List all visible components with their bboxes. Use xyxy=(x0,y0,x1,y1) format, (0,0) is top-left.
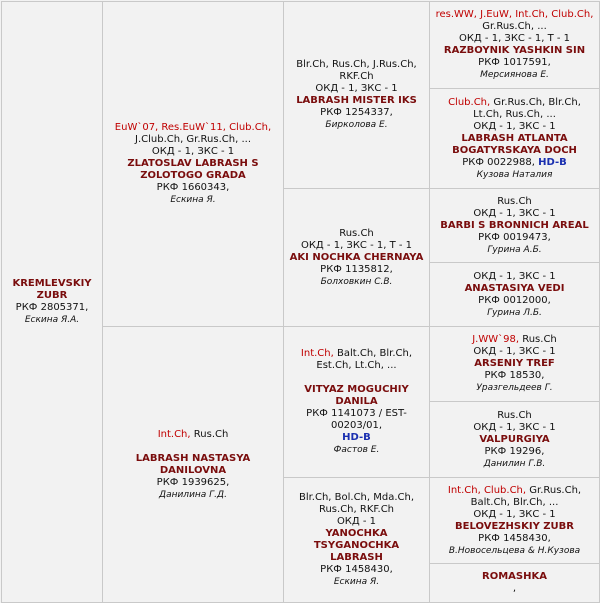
dog-name[interactable]: ARSENIY TREF xyxy=(474,358,555,369)
dog-titles: Balt.Ch, Blr.Ch, Est.Ch, Lt.Ch, ... xyxy=(316,348,413,371)
hd-badge: HD-B xyxy=(342,432,371,443)
dog-titles: Gr.Rus.Ch, ... xyxy=(482,21,547,32)
dog-g4-7 xyxy=(430,478,600,564)
dog-name[interactable]: BELOVEZHSKIY ZUBR xyxy=(455,520,574,532)
dog-titles-red: J.WW`98, xyxy=(472,334,520,345)
dog-reg: РКФ 1660343, xyxy=(156,182,230,193)
dog-stats: ОКД - 1, ЗКС - 1, Т - 1 xyxy=(300,239,413,251)
dog-reg: РКФ 1939625, xyxy=(156,476,230,488)
dog-owner: Ескина Я. xyxy=(170,195,216,205)
dog-g4-8 xyxy=(430,564,600,603)
dog-stats: ОКД - 1, ЗКС - 1 xyxy=(473,120,556,132)
dog-name[interactable]: YANOCHKA TSYGANOCHKA LABRASH xyxy=(313,528,400,563)
dog-name[interactable]: LABRASH NASTASYA DANILOVNA xyxy=(135,452,251,476)
dog-stats: ОКД - 1, ЗКС - 1 xyxy=(315,83,398,94)
dog-name[interactable]: AKI NOCHKA CHERNAYA xyxy=(289,251,424,263)
dog-reg: РКФ 1254337, xyxy=(320,107,393,118)
dog-owner: Гурина Л.Б. xyxy=(487,307,542,318)
dog-owner: Фастов Е. xyxy=(333,445,380,455)
dog-reg: РКФ 18530, xyxy=(484,370,545,381)
dog-titles-red: Int.Ch, xyxy=(157,428,191,440)
dog-titles: Rus.Ch xyxy=(497,195,532,207)
dog-titles-red: res.WW, J.EuW, Int.Ch, Club.Ch, xyxy=(435,9,594,20)
dog-titles: Blr.Ch, Rus.Ch, J.Rus.Ch, RKF.Ch xyxy=(296,59,417,82)
dog-reg: , xyxy=(512,583,517,594)
dog-owner: Мерсиянова Е. xyxy=(480,70,549,80)
dog-titles: Rus.Ch xyxy=(339,227,374,239)
dog-reg: РКФ 2805371, xyxy=(15,302,89,313)
dog-name[interactable]: LABRASH MISTER IKS xyxy=(296,95,417,106)
dog-name[interactable]: BARBI S BRONNICH AREAL xyxy=(440,219,589,231)
dog-g4-2 xyxy=(430,89,600,189)
dog-stats: ОКД - 1, ЗКС - 1 xyxy=(151,146,235,157)
dog-reg: РКФ 1458430, xyxy=(320,564,393,575)
dog-reg: РКФ 0012000, xyxy=(478,294,551,306)
dog-reg: РКФ 19296, xyxy=(484,445,545,457)
dog-owner: Болховкин С.В. xyxy=(320,276,393,287)
dog-name[interactable]: ANASTASIYA VEDI xyxy=(464,282,565,294)
dog-g4-6 xyxy=(430,402,600,478)
dog-titles-red: Int.Ch, xyxy=(300,348,334,359)
dog-name[interactable]: VALPURGIYA xyxy=(479,433,550,445)
dog-stats: ОКД - 1, ЗКС - 1 xyxy=(473,346,556,357)
dog-name[interactable]: RAZBOYNIK YASHKIN SIN xyxy=(443,45,586,56)
dog-owner: В.Новосельцева & Н.Кузова xyxy=(448,545,581,556)
dog-titles: Rus.Ch xyxy=(497,409,532,421)
dog-g3-4 xyxy=(284,478,430,603)
dog-titles: J.Club.Ch, Gr.Rus.Ch, ... xyxy=(135,134,251,145)
dog-g2-dam xyxy=(103,327,284,603)
dog-g3-3 xyxy=(284,327,430,478)
dog-g3-2 xyxy=(284,189,430,327)
dog-stats: ОКД - 1, ЗКС - 1 xyxy=(473,207,556,219)
dog-g4-4 xyxy=(430,263,600,327)
dog-name[interactable]: KREMLEVSKIY ZUBR xyxy=(12,278,92,301)
dog-name[interactable]: LABRASH ATLANTA BOGATYRSKAYA DOCH xyxy=(452,132,577,156)
dog-stats: ОКД - 1, ЗКС - 1 xyxy=(473,421,556,433)
dog-reg: РКФ 1017591, xyxy=(478,57,551,68)
dog-stats: ОКД - 1 xyxy=(336,516,377,527)
dog-g4-3 xyxy=(430,189,600,263)
dog-name[interactable]: VITYAZ MOGUCHIY DANILA xyxy=(304,384,409,407)
dog-name[interactable]: ROMASHKA xyxy=(482,571,547,582)
dog-titles-red: Int.Ch, Club.Ch, xyxy=(447,484,527,496)
dog-g4-5 xyxy=(430,327,600,402)
dog-titles-red: EuW`07, Res.EuW`11, Club.Ch, xyxy=(114,122,272,133)
dog-titles: Rus.Ch xyxy=(522,334,557,345)
dog-reg: РКФ 0022988, xyxy=(462,156,535,168)
dog-stats: ОКД - 1, ЗКС - 1, Т - 1 xyxy=(458,33,571,44)
dog-titles: Gr.Rus.Ch, Balt.Ch, Blr.Ch, ... xyxy=(470,484,582,508)
dog-owner: Ескина Я. xyxy=(333,577,380,587)
dog-stats: ОКД - 1, ЗКС - 1 xyxy=(473,508,556,520)
dog-owner: Уразгельдеев Г. xyxy=(476,383,553,393)
dog-g1 xyxy=(2,2,103,603)
dog-owner: Бирколова Е. xyxy=(325,120,388,130)
dog-owner: Ескина Я.А. xyxy=(24,315,80,325)
dog-stats: ОКД - 1, ЗКС - 1 xyxy=(473,270,556,282)
dog-titles-red: Club.Ch, xyxy=(448,96,491,108)
dog-reg: РКФ 1135812, xyxy=(320,263,393,275)
dog-g3-1 xyxy=(284,2,430,189)
hd-badge: HD-B xyxy=(538,156,567,168)
dog-reg: РКФ 0019473, xyxy=(478,231,551,243)
dog-owner: Данилина Г.Д. xyxy=(159,489,227,500)
dog-titles: Gr.Rus.Ch, Blr.Ch, Lt.Ch, Rus.Ch, ... xyxy=(473,96,581,120)
dog-g4-1 xyxy=(430,2,600,89)
dog-owner: Гурина А.Б. xyxy=(487,244,542,255)
dog-titles: Blr.Ch, Bol.Ch, Mda.Ch, Rus.Ch, RKF.Ch xyxy=(298,492,415,515)
dog-owner: Данилин Г.В. xyxy=(483,458,546,469)
dog-owner: Кузова Наталия xyxy=(476,169,553,180)
dog-titles: Rus.Ch xyxy=(193,428,229,440)
dog-reg: РКФ 1141073 / EST-00203/01, xyxy=(306,408,407,431)
dog-name[interactable]: ZLATOSLAV LABRASH S ZOLOTOGO GRADA xyxy=(127,158,259,181)
dog-reg: РКФ 1458430, xyxy=(478,532,551,544)
dog-g2-sire xyxy=(103,2,284,327)
